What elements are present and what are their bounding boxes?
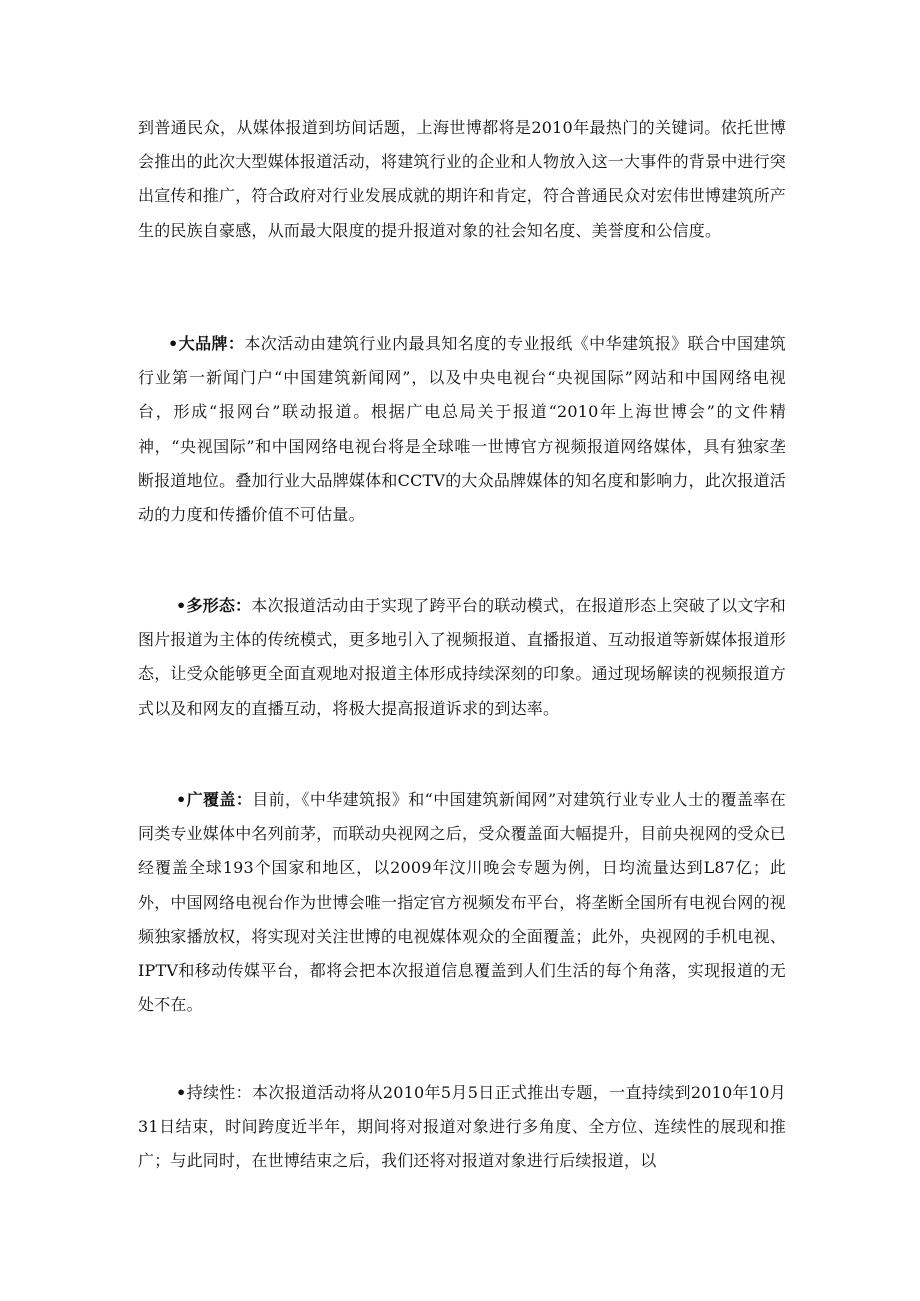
paragraph-coverage-label: 广覆盖： xyxy=(186,790,253,809)
paragraph-brand-label: 大品牌： xyxy=(178,334,245,353)
bullet-point: • xyxy=(168,334,179,353)
paragraph-continuity xyxy=(138,1076,786,1179)
bullet-point: • xyxy=(176,790,187,809)
paragraph-brand-text: 本次活动由建筑行业内最具知名度的专业报纸《中华建筑报》联合中国建筑行业第一新闻门户“中国建筑新闻网”，以及中央电视台“央视国际”网站和中国网络电视台，形成“报网台”联动报道。根据广电总局关于报道“2010年上海世博会”的文件精神，“央视国际”和中国网络电视台将是全球唯一世博官方视频报道网络媒体，具有独家垄断报道地位。叠加行业大品牌媒体和CCTV的大众品牌媒体的知名度和影响力，此次报道活动的力度和传播价值不可估量。 xyxy=(138,334,786,525)
paragraph-forms xyxy=(138,589,786,726)
paragraph-forms-label: 多形态： xyxy=(186,596,252,615)
paragraph-intro xyxy=(138,111,786,248)
paragraph-intro-text: 到普通民众，从媒体报道到坊间话题，上海世博都将是2010年最热门的关键词。依托世博会推出的此次大型媒体报道活动，将建筑行业的企业和人物放入这一大事件的背景中进行突出宣传和推广，符合政府对行业发展成就的期许和肯定，符合普通民众对宏伟世博建筑所产生的民族自豪感，从而最大限度的提升报道对象的社会知名度、美誉度和公信度。 xyxy=(138,118,787,240)
paragraph-forms-text: 本次报道活动由于实现了跨平台的联动模式，在报道形态上突破了以文字和图片报道为主体的传统模式，更多地引入了视频报道、直播报道、互动报道等新媒体报道形态，让受众能够更全面直观地对报道主体形成持续深刻的印象。通过现场解读的视频报道方式以及和网友的直播互动，将极大提高报道诉求的到达率。 xyxy=(138,596,787,718)
paragraph-continuity-text: 本次报道活动将从2010年5月5日正式推出专题，一直持续到2010年10月31日结束，时间跨度近半年，期间将对报道对象进行多角度、全方位、连续性的展现和推广；与此同时，在世博结束之后，我们还将对报道对象进行后续报道，以 xyxy=(138,1083,786,1171)
bullet-point: • xyxy=(176,1083,187,1102)
paragraph-brand xyxy=(138,327,786,532)
paragraph-continuity-label: 持续性： xyxy=(186,1083,253,1102)
paragraph-coverage xyxy=(138,783,786,1022)
paragraph-coverage-text: 目前，《中华建筑报》和“中国建筑新闻网”对建筑行业专业人士的覆盖率在同类专业媒体中名列前茅，而联动央视网之后，受众覆盖面大幅提升，目前央视网的受众已经覆盖全球193个国家和地区，以2009年汶川晚会专题为例，日均流量达到L87亿；此外，中国网络电视台作为世博会唯一指定官方视频发布平台，将垄断全国所有电视台网的视频独家播放权，将实现对关注世博的电视媒体观众的全面覆盖；此外，央视网的手机电视、IPTV和移动传媒平台，都将会把本次报道信息覆盖到人们生活的每个角落，实现报道的无处不在。 xyxy=(138,790,787,1015)
bullet-point: • xyxy=(176,596,187,615)
